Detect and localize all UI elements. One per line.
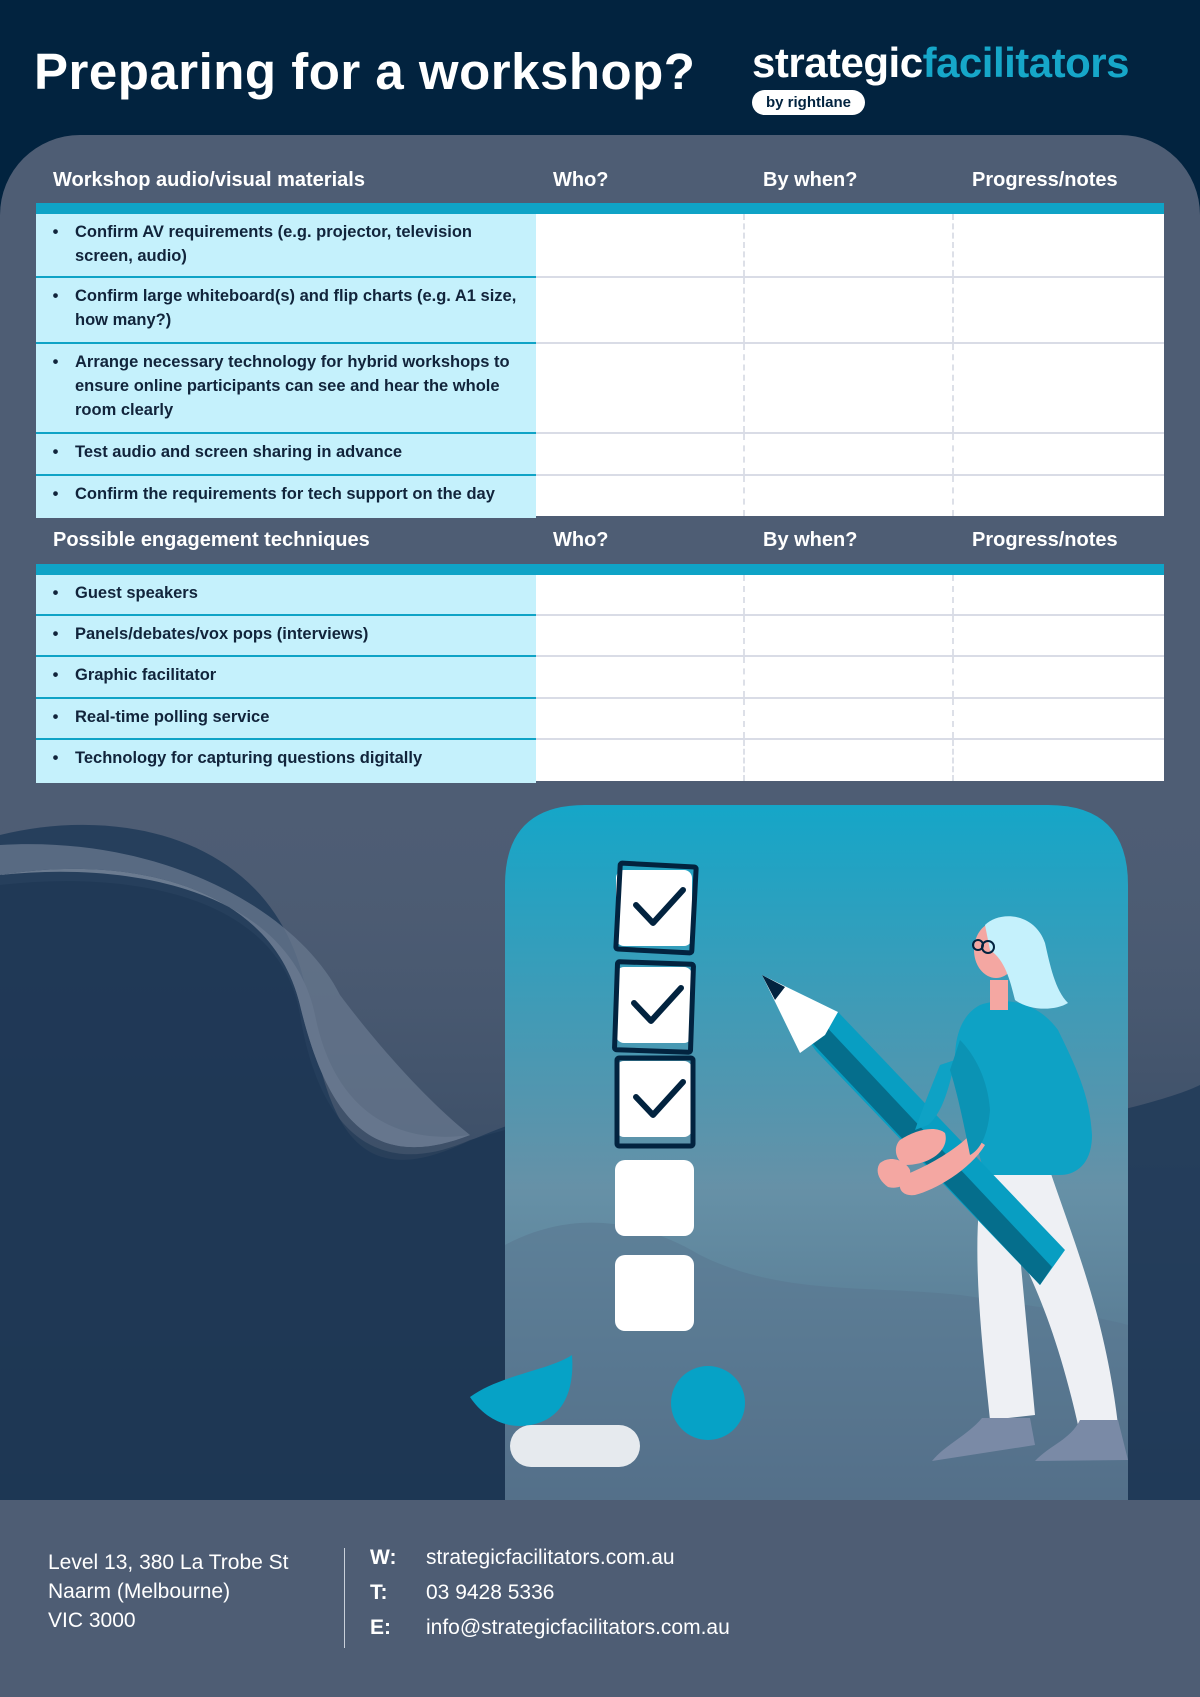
who-cell[interactable] <box>536 278 745 342</box>
task-text: Test audio and screen sharing in advance <box>75 443 403 461</box>
header <box>0 0 1200 140</box>
by-when-cell[interactable] <box>745 344 954 432</box>
column-header-progress: Progress/notes <box>972 169 1118 191</box>
checkbox-empty-2-icon <box>615 1255 694 1331</box>
by-when-cell[interactable] <box>745 616 954 655</box>
dot-shape <box>671 1366 745 1440</box>
contact-label: W: <box>370 1546 397 1569</box>
progress-cell[interactable] <box>954 616 1163 655</box>
logo-word-facilitators: facilitators <box>922 39 1129 86</box>
contact-label: T: <box>370 1581 388 1604</box>
email-link[interactable]: info@strategicfacilitators.com.au <box>426 1616 730 1639</box>
table-row: • Confirm large whiteboard(s) and flip charts (e.g. A1 size, how many?) <box>36 278 1164 344</box>
progress-cell[interactable] <box>954 278 1163 342</box>
page-title: Preparing for a workshop? <box>34 43 696 100</box>
by-when-cell[interactable] <box>745 434 954 474</box>
section-header <box>36 514 1164 582</box>
task-text: Confirm the requirements for tech support on the day <box>75 485 495 503</box>
column-header-progress: Progress/notes <box>972 529 1118 551</box>
task-text: Real-time polling service <box>75 708 270 726</box>
by-when-cell[interactable] <box>745 476 954 516</box>
progress-cell[interactable] <box>954 740 1163 781</box>
who-cell[interactable] <box>536 616 745 655</box>
contact-email <box>370 1616 730 1651</box>
section-engagement-techniques <box>36 514 1164 781</box>
address-line: Naarm (Melbourne) <box>48 1580 231 1603</box>
task-text: Arrange necessary technology for hybrid workshops to ensure online participants can see and hear the whole room clearly <box>75 353 510 419</box>
table-row: • Guest speakers <box>36 575 1164 616</box>
section-heading: Possible engagement techniques <box>53 529 370 551</box>
progress-cell[interactable] <box>954 434 1163 474</box>
contact-phone <box>370 1581 730 1616</box>
progress-cell[interactable] <box>954 476 1163 516</box>
progress-cell[interactable] <box>954 657 1163 697</box>
logo-word-strategic: strategic <box>752 39 923 86</box>
progress-cell[interactable] <box>954 214 1163 276</box>
by-when-cell[interactable] <box>745 740 954 781</box>
who-cell[interactable] <box>536 699 745 738</box>
contact-website <box>370 1546 730 1581</box>
who-cell[interactable] <box>536 344 745 432</box>
table-row: • Confirm the requirements for tech support on the day <box>36 476 1164 516</box>
progress-cell[interactable] <box>954 344 1163 432</box>
by-when-cell[interactable] <box>745 699 954 738</box>
who-cell[interactable] <box>536 657 745 697</box>
phone-link[interactable]: 03 9428 5336 <box>426 1581 555 1604</box>
who-cell[interactable] <box>536 434 745 474</box>
progress-cell[interactable] <box>954 699 1163 738</box>
table-row: • Real-time polling service <box>36 699 1164 740</box>
content-panel <box>0 135 1200 1500</box>
column-header-by-when: By when? <box>763 529 858 551</box>
who-cell[interactable] <box>536 476 745 516</box>
by-when-cell[interactable] <box>745 657 954 697</box>
contact-label: E: <box>370 1616 391 1639</box>
task-text: Confirm large whiteboard(s) and flip charts (e.g. A1 size, how many?) <box>75 287 517 329</box>
contact-block <box>370 1546 730 1651</box>
footer <box>0 1500 1200 1697</box>
footer-divider <box>344 1548 345 1648</box>
who-cell[interactable] <box>536 214 745 276</box>
address-line: Level 13, 380 La Trobe St <box>48 1551 289 1574</box>
checkbox-empty-1-icon <box>615 1160 694 1236</box>
table-row: • Technology for capturing questions digitally <box>36 740 1164 781</box>
section-av-materials <box>36 135 1164 516</box>
checkbox-checked-3-icon <box>616 1058 693 1146</box>
table-row: • Panels/debates/vox pops (interviews) <box>36 616 1164 657</box>
column-header-by-when: By when? <box>763 169 858 191</box>
address-line: VIC 3000 <box>48 1609 136 1632</box>
table-row: • Arrange necessary technology for hybrid workshops to ensure online participants can see and hear the whole room clearly <box>36 344 1164 434</box>
section-header <box>36 135 1164 203</box>
task-text: Graphic facilitator <box>75 666 217 684</box>
column-header-who: Who? <box>553 529 609 551</box>
pill-shape <box>510 1425 640 1467</box>
table-row: • Confirm AV requirements (e.g. projector, television screen, audio) <box>36 214 1164 278</box>
by-when-cell[interactable] <box>745 278 954 342</box>
task-text: Guest speakers <box>75 584 198 602</box>
brand-logo <box>752 39 1129 115</box>
column-header-who: Who? <box>553 169 609 191</box>
checkbox-checked-1-icon <box>616 863 696 953</box>
task-text: Technology for capturing questions digitally <box>75 749 423 767</box>
checkbox-checked-2-icon <box>614 962 693 1053</box>
section-heading: Workshop audio/visual materials <box>53 169 365 191</box>
section-header-bar <box>36 203 1164 214</box>
address-block <box>48 1548 289 1635</box>
table-row: • Graphic facilitator <box>36 657 1164 699</box>
table-row: • Test audio and screen sharing in advance <box>36 434 1164 476</box>
task-text: Confirm AV requirements (e.g. projector, television screen, audio) <box>75 223 472 265</box>
website-link[interactable]: strategicfacilitators.com.au <box>426 1546 675 1569</box>
logo-tagline: by rightlane <box>752 90 865 115</box>
task-text: Panels/debates/vox pops (interviews) <box>75 625 369 643</box>
who-cell[interactable] <box>536 740 745 781</box>
by-when-cell[interactable] <box>745 214 954 276</box>
